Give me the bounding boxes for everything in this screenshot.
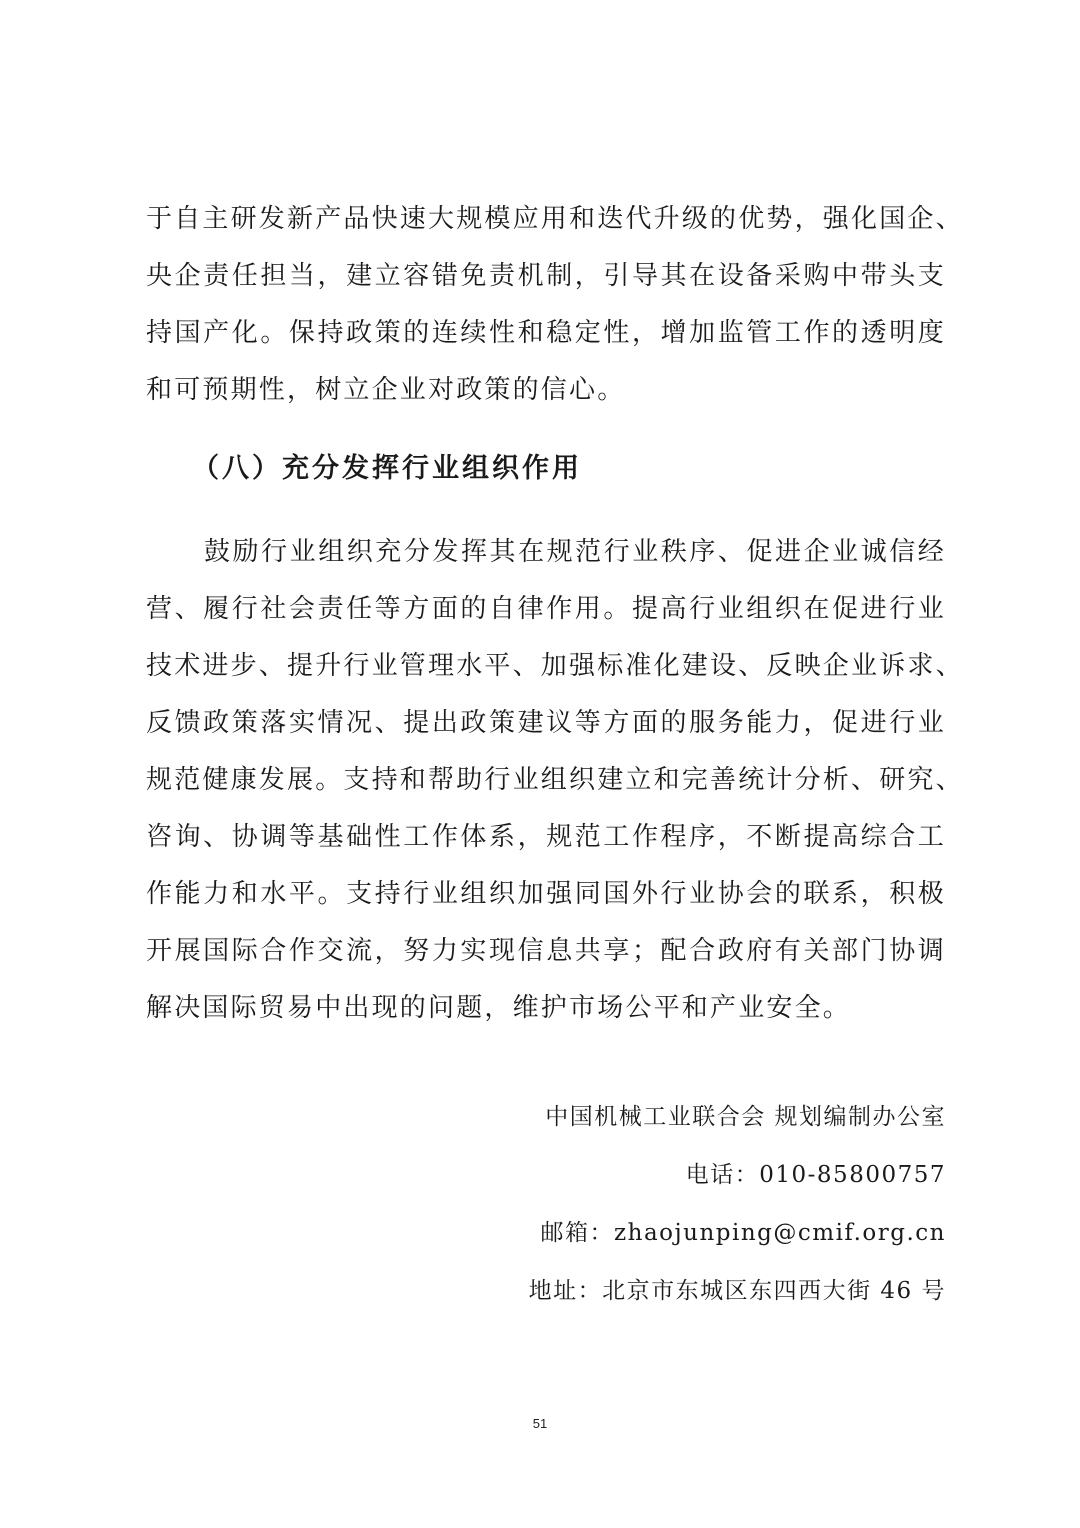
paragraph-line: 解决国际贸易中出现的问题，维护市场公平和产业安全。	[146, 993, 852, 1023]
contact-block	[529, 1088, 946, 1320]
paragraph-line: 和可预期性，树立企业对政策的信心。	[146, 375, 626, 405]
organization-name: 中国机械工业联合会 规划编制办公室	[545, 1104, 946, 1130]
paragraph-line: 规范健康发展。支持和帮助行业组织建立和完善统计分析、研究、	[146, 765, 964, 795]
paragraph-line: 作能力和水平。支持行业组织加强同国外行业协会的联系，积极	[146, 879, 946, 909]
page-number: 51	[532, 1416, 548, 1431]
paragraph-line: 央企责任担当，建立容错免责机制，引导其在设备采购中带头支	[146, 261, 946, 291]
paragraph-line: 营、履行社会责任等方面的自律作用。提高行业组织在促进行业	[146, 594, 946, 624]
phone-number: 电话：010-85800757	[685, 1162, 946, 1188]
section-heading: （八）充分发挥行业组织作用	[192, 453, 582, 484]
email-address: 邮箱：zhaojunping@cmif.org.cn	[540, 1220, 946, 1246]
paragraph-industry-organizations	[146, 524, 964, 1037]
paragraph-line: 咨询、协调等基础性工作体系，规范工作程序，不断提高综合工	[146, 822, 946, 852]
paragraph-line: 于自主研发新产品快速大规模应用和迭代升级的优势，强化国企、	[146, 204, 964, 234]
paragraph-line: 反馈政策落实情况、提出政策建议等方面的服务能力，促进行业	[146, 708, 946, 738]
paragraph-line: 持国产化。保持政策的连续性和稳定性，增加监管工作的透明度	[146, 318, 946, 348]
paragraph-line: 鼓励行业组织充分发挥其在规范行业秩序、促进企业诚信经	[204, 537, 946, 567]
paragraph-continuation	[146, 191, 964, 419]
postal-address: 地址：北京市东城区东四西大街 46 号	[528, 1278, 946, 1304]
paragraph-line: 开展国际合作交流，努力实现信息共享；配合政府有关部门协调	[146, 936, 946, 966]
paragraph-line: 技术进步、提升行业管理水平、加强标准化建设、反映企业诉求、	[146, 651, 964, 681]
